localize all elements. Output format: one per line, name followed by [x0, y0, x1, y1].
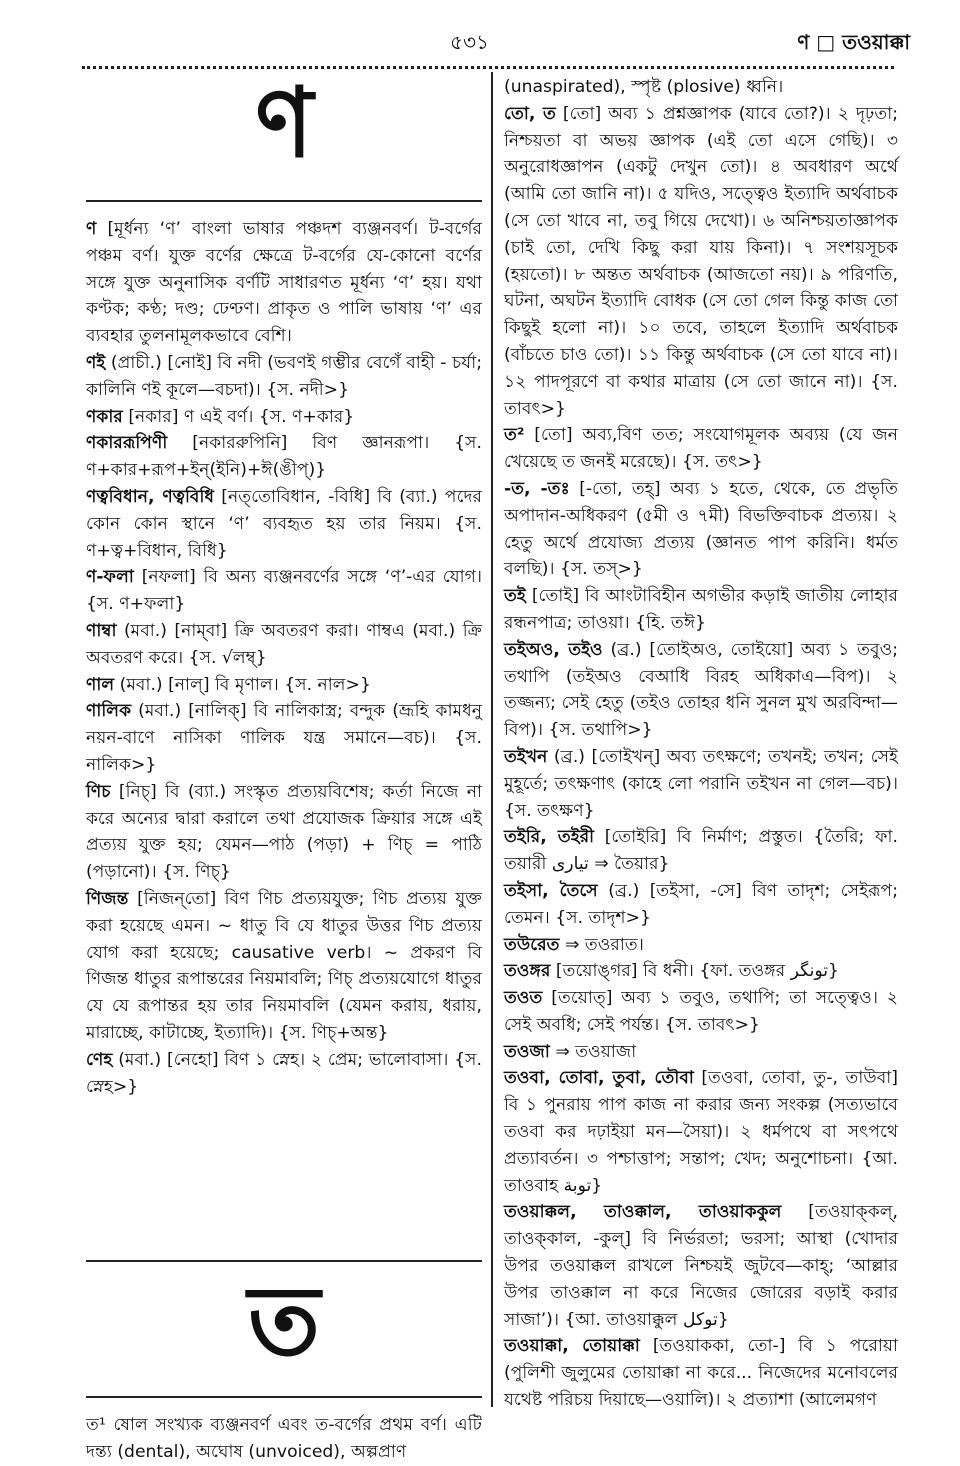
entry-headword: তইরি, তইরী [504, 827, 595, 848]
dictionary-entry [86, 564, 482, 618]
entry-definition: [মূর্ধন্য ‘ণ’ বাংলা ভাষার পঞ্চদশ ব্যঞ্জনবর্ণ। ট-বর্গের পঞ্চম বর্ণ। যুক্ত বর্ণের ক্ষেত্রে ট-বর্গের যে-কোনো বর্ণের সঙ্গে যুক্ত অনুনাসিক বর্ণটি সাধারণত মূর্ধন্য ‘ণ’ হয়। যথা কণ্টক; কণ্ঠ; দণ্ড; ঢেণ্ঢণ। প্রাকৃত ও পালি ভাষায় ‘ণ’ এর ব্যবহার তুলনামূলকভাবে বেশি। [86, 219, 482, 347]
entry-headword: ণত্ববিধান, ণত্ববিধি [86, 486, 214, 507]
dictionary-entry [504, 1065, 898, 1199]
entry-definition: [তোইরি] বি নির্মাণ; প্রস্তুত। {তৈরি; ফা. তয়ারী تیاری ⇒ তৈয়ার} [504, 827, 898, 875]
dictionary-entry [504, 1039, 898, 1066]
entry-definition: (মবা.) [নাল্] বি মৃণাল। {স. নাল>} [114, 674, 371, 695]
entry-headword: ণই [86, 352, 106, 373]
dictionary-entry [504, 101, 898, 423]
dictionary-entry [86, 779, 482, 886]
dictionary-entry [504, 932, 898, 959]
entry-definition: (ব্র.) [তোইখন্] অব্য তৎক্ষণে; তখনই; তখন; সেই মুহূর্তে; তৎক্ষণাৎ (কাহে লো পরানি তইখন না গেল—বচ)। {স. তৎক্ষণ} [504, 746, 898, 821]
entry-headword: তওবা, তোবা, তুবা, তৌবা [504, 1068, 694, 1089]
entry-headword: তওত [504, 988, 543, 1009]
entry-headword: তো, ত [504, 103, 556, 124]
dictionary-entry [504, 985, 898, 1039]
page-header [0, 28, 960, 60]
entry-definition: ⇒ তওয়াজা [549, 1041, 637, 1062]
right-column [504, 74, 898, 1414]
entry-headword: তইসা, তৈসে [504, 880, 598, 901]
entry-definition: [নফলা] বি অন্য ব্যঞ্জনবর্ণের সঙ্গে ‘ণ’-এর যোগ। {স. ণ+ফলা} [86, 567, 482, 615]
section-rule-2 [86, 1260, 482, 1262]
entry-definition: (ব্র.) [তইসা, -সে] বিণ তাদৃশ; সেইরূপ; তেমন। {স. তাদৃশ>} [504, 880, 898, 928]
entry-headword: -ত, -তঃ [504, 478, 570, 499]
ta-entry: ত¹ ষোল সংখ্যক ব্যঞ্জনবর্ণ এবং ত-বর্গের প্রথম বর্ণ। এটি দন্ত্য (dental), অঘোষ (unvoiced), অল্পপ্রাণ [86, 1415, 482, 1463]
entry-headword: ণিচ [86, 781, 111, 802]
dictionary-entry [86, 484, 482, 564]
dictionary-entry [504, 1199, 898, 1333]
dictionary-entry [504, 824, 898, 878]
entry-headword: তউরেত [504, 934, 560, 955]
dictionary-entry [86, 698, 482, 778]
entry-headword: তই [504, 586, 526, 607]
entry-definition: [তওবা, তোবা, তু-, তাউবা] বি ১ পুনরায় পাপ কাজ না করার জন্য সংকল্প (সত্যভাবে তওবা কর দঢ়াইয়া মন—সৈয়া)। ২ ধর্মপথে বা সৎপথে প্রত্যাবর্তন। ৩ পশ্চাত্তাপ; সন্তাপ; খেদ; অনুশোচনা। {আ. তাওবাহ توبة} [504, 1068, 899, 1196]
left-column [86, 67, 482, 1466]
entry-headword: ণাম্বা [86, 620, 117, 641]
entry-headword: তইখন [504, 746, 548, 767]
dictionary-entry [504, 637, 898, 744]
section-rule-3 [86, 1396, 482, 1398]
dictionary-entry [504, 744, 898, 824]
entry-definition: [তো] অব্য,বিণ তত; সংযোগমূলক অব্যয় (যে জন খেয়েছে ত জনই মরেছে)। {স. তৎ>} [504, 425, 898, 473]
continuation-text: (unaspirated), স্পৃষ্ট (plosive) ধ্বনি। [504, 77, 784, 97]
entry-headword: তইঅও, তইও [504, 639, 603, 660]
header-rule [82, 66, 894, 69]
entry-headword: ণকার [86, 406, 123, 427]
section-letter-2: ত [247, 1265, 321, 1378]
entry-definition: [নত্‌তোবিধান, -বিধি] বি (ব্যা.) পদের কোন কোন স্থানে ‘ণ’ ব্যবহৃত হয় তার নিয়ম। {স. ণ+ত্ব+বিধান, বিধি} [86, 486, 482, 561]
entry-definition: [নকাররুপিনি] বিণ জ্ঞানরূপা। {স. ণ+কার+রূপ+ইন্(ইনি)+ঈ(ঙীপ্)} [86, 433, 482, 481]
entry-headword: ত² [504, 425, 525, 446]
entry-definition: [তওয়াককা, তো-] বি ১ পরোয়া (পুলিশী জুলুমের তোয়াক্কা না করে... নিজেদের মনোবলের যথেষ্ট পরিচয় দিয়াছে—ওয়ালি)। ২ প্রত্যাশা (আলেমগণ [504, 1336, 898, 1411]
entry-definition: [নকার] ণ এই বর্ণ। {স. ণ+কার} [122, 406, 355, 427]
dictionary-entry [504, 583, 898, 637]
entry-definition: [-তো, তহ্] অব্য ১ হতে, থেকে, তে প্রভৃতি অপাদান-অধিকরণ (৫মী ও ৭মী) বিভক্তিবাচক প্রত্যয়। ২ হেতু অর্থে প্রযোজ্য প্রত্যয় (জ্ঞানত পাপ করিনি। ধর্মত বলছি)। {স. তস্>} [504, 478, 899, 580]
entry-definition: [নিচ্] বি (ব্যা.) সংস্কৃত প্রত্যয়বিশেষ; কর্তা নিজে না করে অন্যের দ্বারা করালে তথা প্রযোজক ক্রিয়ার সঙ্গে এই প্রত্যয় যুক্ত হয়; যেমন—পাঠ (পড়া) + ণিচ্ = পাঠি (পড়ানো)। {স. ণিচ্} [86, 781, 482, 883]
dictionary-entry [504, 958, 898, 985]
dictionary-entry [86, 404, 482, 431]
dictionary-entry [504, 476, 898, 583]
entry-definition: (মবা.) [নালিক্] বি নালিকাস্ত্র; বন্দুক (ভ্রূহি কামধনু নয়ন-বাণে নাসিকা ণালিক যন্ত্র সমানে—বচ)। {স. নালিক>} [86, 701, 482, 775]
dictionary-entry [86, 672, 482, 699]
right-entry-list [504, 101, 898, 1414]
entry-headword: ণেহ [86, 1049, 113, 1070]
entry-headword: তওয়াক্কল, তাওক্কাল, তাওয়াককুল [504, 1202, 782, 1223]
entry-definition: (মবা.) [নাম্‌বা] ক্রি অবতরণ করা। ণাম্বএ (মবা.) ক্রি অবতরণ করে। {স. √লম্ব্} [86, 620, 482, 668]
dictionary-entry [504, 422, 898, 476]
entry-headword: ণালিক [86, 701, 132, 722]
running-head: ণ □ তওয়াক্কা [797, 30, 910, 54]
dictionary-entry [504, 1333, 898, 1413]
entry-definition: [নিজন্‌তো] বিণ ণিচ প্রত্যয়যুক্ত; ণিচ প্রত্যয় যুক্ত করা হয়েছে এমন। ~ ধাতু বি যে ধাতুর উত্তর ণিচ প্রত্যয় যোগ করা হয়েছে; causative verb। ~ প্রকরণ বি ণিজন্ত ধাতুর রূপান্তরের নিয়মাবলি; ণিচ্ প্রত্যয়যোগে ধাতুর যে যে রূপান্তর হয় তার নিয়মাবলি (যেমন করায়, ধরায়, মারাচ্ছে, কাটাচ্ছে, ইত্যাদি)। {স. ণিচ্+অন্ত} [86, 888, 482, 1043]
entry-headword: ণ [86, 219, 97, 239]
dictionary-entry [86, 618, 482, 672]
entry-definition: [তয়োঙ্‌গর] বি ধনী। {ফা. তওঙ্গর تونگر} [550, 961, 839, 982]
entry-definition: [তওয়াক্‌কল্, তাওক্‌কাল, -কুল্] বি নির্ভরতা; ভরসা; আস্থা (খোদার উপর তওয়াক্কল রাখলে নিশ্চয়ই জুটবে—কাহ্; ‘আল্লার উপর তাওক্কাল না করে নিজের জোরের বড়াই করার সাজা’)। {আ. তাওয়াক্কুল توکل} [504, 1202, 898, 1330]
page-number: ৫৩১ [450, 30, 489, 54]
entry-definition: ⇒ তওরাত। [559, 934, 644, 955]
dictionary-entry [86, 216, 482, 350]
section-letter: ণ [254, 67, 314, 179]
entry-definition: [তোই] বি আংটাবিহীন অগভীর কড়াই জাতীয় লোহার রন্ধনপাত্র; তাওয়া। {হি. তঈ} [504, 586, 898, 633]
entry-headword: তওজা [504, 1041, 550, 1062]
dictionary-entry [86, 430, 482, 484]
column-divider [491, 72, 493, 1407]
entry-definition: (ব্র.) [তোইঅও, তোইয়ো] অব্য ১ তবুও; তথাপি (তইঅও বেআধি বিরহ অধিকাএ—বিপ)। ২ তজ্জন্য; সেই হেতু (তইও তোহর ধনি সুনল মুখ অরবিন্দা—বিপ)। {স. তথাপি>} [504, 639, 899, 741]
entry-definition: (প্রাচী.) [নোই] বি নদী (ভবণই গম্ভীর বেগেঁ বাহী - চর্যা; কালিনি ণই কূলে—বচদা)। {স. নদী>} [86, 352, 482, 400]
entry-definition: (মবা.) [নেহো] বিণ ১ স্নেহ। ২ প্রেম; ভালোবাসা। {স. স্নেহ>} [86, 1049, 482, 1097]
entry-headword: তওয়াক্কা, তোয়াক্কা [504, 1336, 640, 1357]
entry-definition: [তয়োত্] অব্য ১ তবুও, তথাপি; তা সত্ত্বেও। ২ সেই অবধি; সেই পর্যন্ত। {স. তাবৎ>} [504, 988, 898, 1035]
dictionary-entry [86, 350, 482, 404]
entry-headword: ণিজন্ত [86, 888, 129, 909]
dictionary-entry [86, 1047, 482, 1101]
dictionary-entry [504, 878, 898, 932]
entry-definition: [তো] অব্য ১ প্রশ্নজ্ঞাপক (যাবে তো?)। ২ দৃঢ়তা; নিশ্চয়তা বা অভয় জ্ঞাপক (এই তো এসে গেছি)। ৩ অনুরোধজ্ঞাপন (একটু দেখুন তো)। ৪ অবধারণ অর্থে (আমি তো জানি না)। ৫ যদিও, সত্ত্বেও ইত্যাদি অর্থবাচক (সে তো খাবে না, তবু গিয়ে দেখো)। ৬ অনিশ্চয়তাজ্ঞাপক (চাই তো, দেখি কিছু করা যায় কিনা)। ৭ সংশয়সূচক (হয়তো)। ৮ অন্তত অর্থবাচক (আজতো নয়)। ৯ পরিণতি, ঘটনা, অঘটন ইত্যাদি বোধক (সে তো গেল কিন্তু কাজ তো কিছুই হলো না)। ১০ তবে, তাহলে ইত্যাদি অর্থবাচক (বাঁচতে চাও তো)। ১১ কিন্তু অর্থবাচক (সে তো যাবে না)। ১২ পাদপূরণে বা কথার মাত্রায় (সে তো জানে না)। {স. তাবৎ>} [504, 103, 899, 419]
entry-headword: ণ-ফলা [86, 567, 134, 588]
entry-headword: ণকাররূপিণী [86, 433, 168, 454]
dictionary-entry [86, 886, 482, 1047]
entry-headword: তওঙ্গর [504, 961, 551, 982]
entry-headword: ণাল [86, 674, 115, 695]
left-entry-list [86, 216, 482, 1100]
